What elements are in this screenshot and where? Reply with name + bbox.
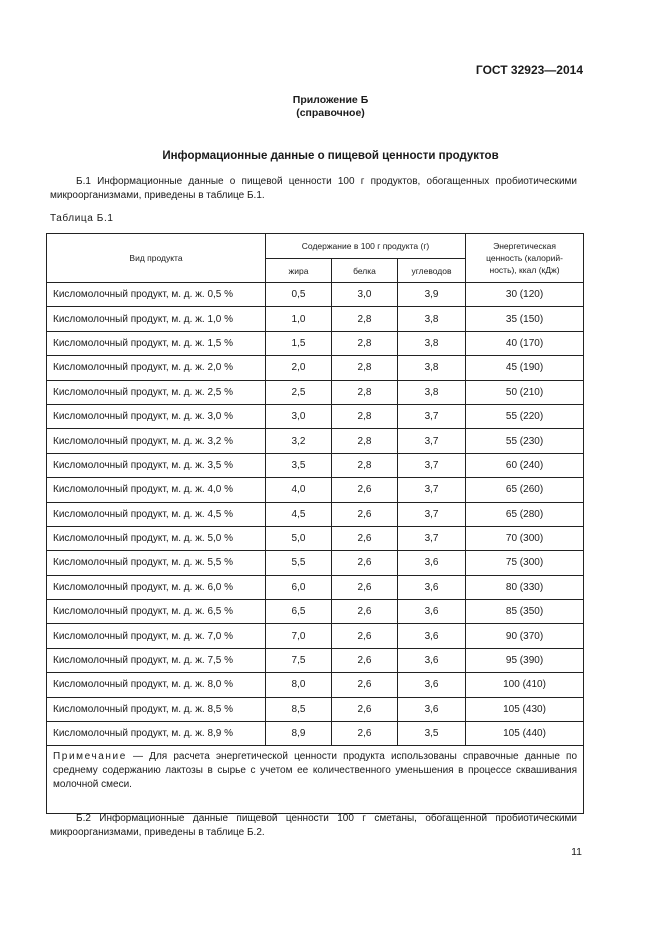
cell-protein: 2,6 <box>332 624 398 648</box>
table-row <box>47 307 584 331</box>
cell-energy: 35 (150) <box>466 307 584 331</box>
cell-carbs: 3,7 <box>398 526 466 550</box>
cell-protein: 2,8 <box>332 331 398 355</box>
cell-product: Кисломолочный продукт, м. д. ж. 8,5 % <box>47 697 266 721</box>
cell-fat: 5,0 <box>266 526 332 550</box>
header-carbs: углеводов <box>398 259 466 283</box>
table-row <box>47 673 584 697</box>
table-row <box>47 697 584 721</box>
cell-carbs: 3,7 <box>398 453 466 477</box>
header-fat: жира <box>266 259 332 283</box>
cell-product: Кисломолочный продукт, м. д. ж. 2,5 % <box>47 380 266 404</box>
paragraph-b1 <box>50 175 577 203</box>
cell-fat: 3,0 <box>266 404 332 428</box>
cell-carbs: 3,6 <box>398 697 466 721</box>
cell-fat: 4,0 <box>266 478 332 502</box>
table-row <box>47 283 584 307</box>
cell-carbs: 3,8 <box>398 307 466 331</box>
table-row <box>47 380 584 404</box>
header-content: Содержание в 100 г продукта (г) <box>266 234 466 259</box>
cell-carbs: 3,7 <box>398 404 466 428</box>
cell-energy: 30 (120) <box>466 283 584 307</box>
cell-energy: 50 (210) <box>466 380 584 404</box>
cell-carbs: 3,6 <box>398 575 466 599</box>
header-protein: белка <box>332 259 398 283</box>
cell-protein: 2,6 <box>332 478 398 502</box>
cell-carbs: 3,6 <box>398 551 466 575</box>
table-row <box>47 575 584 599</box>
cell-product: Кисломолочный продукт, м. д. ж. 5,0 % <box>47 526 266 550</box>
cell-product: Кисломолочный продукт, м. д. ж. 4,5 % <box>47 502 266 526</box>
cell-carbs: 3,8 <box>398 331 466 355</box>
cell-protein: 2,8 <box>332 404 398 428</box>
table-row <box>47 478 584 502</box>
cell-energy: 65 (280) <box>466 502 584 526</box>
table-row <box>47 404 584 428</box>
cell-protein: 2,6 <box>332 502 398 526</box>
cell-product: Кисломолочный продукт, м. д. ж. 1,0 % <box>47 307 266 331</box>
table-row <box>47 356 584 380</box>
cell-protein: 3,0 <box>332 283 398 307</box>
table-row <box>47 722 584 746</box>
cell-product: Кисломолочный продукт, м. д. ж. 3,5 % <box>47 453 266 477</box>
cell-fat: 6,0 <box>266 575 332 599</box>
cell-energy: 55 (220) <box>466 404 584 428</box>
table-row <box>47 453 584 477</box>
nutrition-table <box>46 233 584 814</box>
cell-protein: 2,6 <box>332 600 398 624</box>
table-row <box>47 331 584 355</box>
section-title: Информационные данные о пищевой ценности продуктов <box>162 150 499 162</box>
standard-number: ГОСТ 32923—2014 <box>475 63 583 77</box>
paragraph-b2-text: Б.2 Информационные данные пищевой ценности 100 г сметаны, обогащенной пробиотическими микроорганизмами, приведены в таблице Б.2. <box>50 813 577 838</box>
table-row <box>47 648 584 672</box>
header-energy <box>466 234 584 283</box>
cell-protein: 2,6 <box>332 673 398 697</box>
cell-energy: 60 (240) <box>466 453 584 477</box>
cell-protein: 2,6 <box>332 575 398 599</box>
cell-protein: 2,8 <box>332 380 398 404</box>
cell-energy: 65 (260) <box>466 478 584 502</box>
cell-product: Кисломолочный продукт, м. д. ж. 7,5 % <box>47 648 266 672</box>
table-row <box>47 526 584 550</box>
cell-energy: 95 (390) <box>466 648 584 672</box>
cell-product: Кисломолочный продукт, м. д. ж. 6,5 % <box>47 600 266 624</box>
cell-protein: 2,6 <box>332 722 398 746</box>
cell-protein: 2,6 <box>332 648 398 672</box>
cell-carbs: 3,6 <box>398 673 466 697</box>
cell-product: Кисломолочный продукт, м. д. ж. 5,5 % <box>47 551 266 575</box>
cell-protein: 2,6 <box>332 526 398 550</box>
cell-carbs: 3,8 <box>398 356 466 380</box>
cell-product: Кисломолочный продукт, м. д. ж. 3,0 % <box>47 404 266 428</box>
note-text: — Для расчета энергетической ценности продукта использованы справочные данные по среднему содержанию лактозы в сырье с учетом ее количественного уменьшения в процессе сквашивания молочной смеси. <box>53 751 578 791</box>
cell-fat: 8,0 <box>266 673 332 697</box>
cell-fat: 3,2 <box>266 429 332 453</box>
cell-energy: 75 (300) <box>466 551 584 575</box>
paragraph-b1-text: Б.1 Информационные данные о пищевой ценности 100 г продуктов, обогащенных пробиотическими микроорганизмами, приведены в таблице Б.1. <box>50 176 577 201</box>
table-row <box>47 624 584 648</box>
note-label: Примечание <box>53 751 127 763</box>
appendix-subtitle: (справочное) <box>296 107 365 119</box>
header-energy-line2: ценность (калорий- <box>486 253 563 263</box>
table-row <box>47 502 584 526</box>
cell-protein: 2,8 <box>332 307 398 331</box>
appendix-heading <box>0 94 661 120</box>
table-row <box>47 429 584 453</box>
table-row <box>47 600 584 624</box>
cell-energy: 90 (370) <box>466 624 584 648</box>
cell-fat: 1,0 <box>266 307 332 331</box>
cell-protein: 2,8 <box>332 453 398 477</box>
header-energy-line1: Энергетическая <box>493 241 556 251</box>
cell-product: Кисломолочный продукт, м. д. ж. 1,5 % <box>47 331 266 355</box>
cell-fat: 6,5 <box>266 600 332 624</box>
cell-product: Кисломолочный продукт, м. д. ж. 6,0 % <box>47 575 266 599</box>
cell-energy: 85 (350) <box>466 600 584 624</box>
cell-carbs: 3,6 <box>398 624 466 648</box>
cell-protein: 2,8 <box>332 356 398 380</box>
cell-product: Кисломолочный продукт, м. д. ж. 8,0 % <box>47 673 266 697</box>
table-note <box>47 746 584 814</box>
table-caption: Таблица Б.1 <box>50 213 114 224</box>
cell-carbs: 3,7 <box>398 478 466 502</box>
cell-protein: 2,6 <box>332 551 398 575</box>
cell-energy: 70 (300) <box>466 526 584 550</box>
cell-carbs: 3,9 <box>398 283 466 307</box>
cell-product: Кисломолочный продукт, м. д. ж. 8,9 % <box>47 722 266 746</box>
cell-fat: 3,5 <box>266 453 332 477</box>
cell-fat: 7,0 <box>266 624 332 648</box>
cell-energy: 80 (330) <box>466 575 584 599</box>
cell-product: Кисломолочный продукт, м. д. ж. 7,0 % <box>47 624 266 648</box>
cell-carbs: 3,7 <box>398 502 466 526</box>
paragraph-b2 <box>50 812 577 840</box>
cell-carbs: 3,6 <box>398 648 466 672</box>
cell-energy: 45 (190) <box>466 356 584 380</box>
cell-energy: 105 (440) <box>466 722 584 746</box>
cell-energy: 100 (410) <box>466 673 584 697</box>
cell-energy: 55 (230) <box>466 429 584 453</box>
header-product: Вид продукта <box>47 234 266 283</box>
cell-energy: 105 (430) <box>466 697 584 721</box>
cell-fat: 8,9 <box>266 722 332 746</box>
cell-fat: 8,5 <box>266 697 332 721</box>
header-energy-line3: ность), ккал (кДж) <box>489 265 560 275</box>
cell-product: Кисломолочный продукт, м. д. ж. 4,0 % <box>47 478 266 502</box>
cell-product: Кисломолочный продукт, м. д. ж. 2,0 % <box>47 356 266 380</box>
cell-fat: 1,5 <box>266 331 332 355</box>
cell-fat: 5,5 <box>266 551 332 575</box>
cell-protein: 2,6 <box>332 697 398 721</box>
table-row <box>47 551 584 575</box>
cell-fat: 0,5 <box>266 283 332 307</box>
cell-carbs: 3,8 <box>398 380 466 404</box>
cell-carbs: 3,6 <box>398 600 466 624</box>
cell-fat: 2,0 <box>266 356 332 380</box>
cell-fat: 2,5 <box>266 380 332 404</box>
page-number: 11 <box>571 846 582 858</box>
cell-product: Кисломолочный продукт, м. д. ж. 0,5 % <box>47 283 266 307</box>
cell-carbs: 3,5 <box>398 722 466 746</box>
cell-product: Кисломолочный продукт, м. д. ж. 3,2 % <box>47 429 266 453</box>
cell-carbs: 3,7 <box>398 429 466 453</box>
cell-fat: 7,5 <box>266 648 332 672</box>
appendix-title: Приложение Б <box>292 94 369 106</box>
cell-fat: 4,5 <box>266 502 332 526</box>
cell-energy: 40 (170) <box>466 331 584 355</box>
cell-protein: 2,8 <box>332 429 398 453</box>
